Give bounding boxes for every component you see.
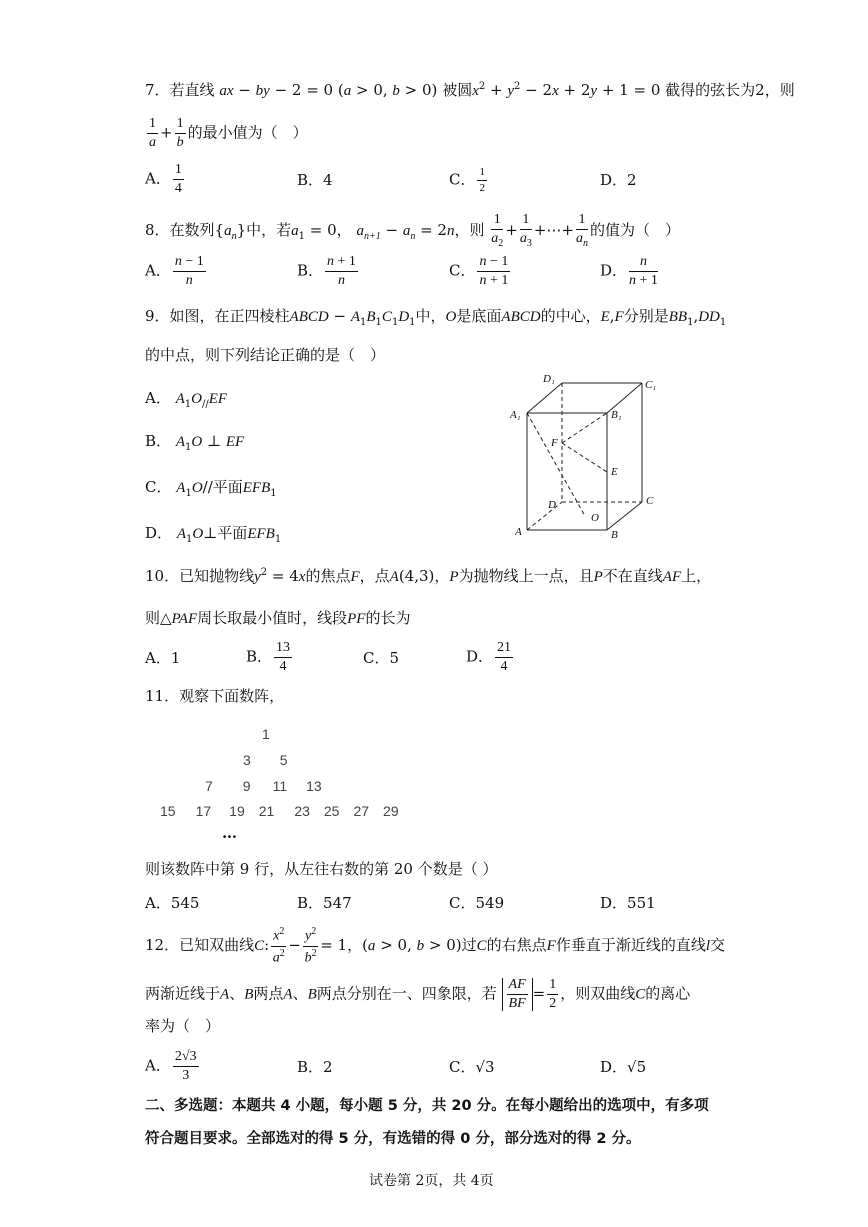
q11-option-b: B．547 xyxy=(297,894,352,912)
q7-number: 7． xyxy=(145,81,170,99)
q8-option-b: B． $\frac{n + 1}{n}$ xyxy=(297,254,356,288)
label-c1: C₁ xyxy=(645,379,657,391)
q7-option-d: D．2 xyxy=(600,171,637,189)
array-row-1: 1 xyxy=(262,726,270,742)
section2-heading-line1: 二、多选题：本题共 4 小题，每小题 5 分，共 20 分。在每小题给出的选项中，有多项 xyxy=(145,1098,709,1114)
label-d1: D₁ xyxy=(543,373,555,385)
array-row-3: 7 9 11 13 xyxy=(205,778,322,794)
array-row-4: 15 17 19 21 23 25 27 29 xyxy=(160,803,399,819)
q9-line2: 的中点，则下列结论正确的是（ ） xyxy=(145,346,386,364)
q12-option-d: D．√5 xyxy=(600,1058,647,1076)
q10-option-c: C．5 xyxy=(363,649,400,667)
q11-line1: 11．观察下面数阵， xyxy=(145,687,285,705)
label-c: C xyxy=(646,495,654,507)
label-f: F xyxy=(551,437,558,449)
q9-line1: 9．如图，在正四棱柱ABCD − $A_1B_1C_1D_1$中，O是底面ABCD的中心，E,F分别是$BB_1,DD_1$ xyxy=(145,307,727,328)
q9-option-a: A． $A_1O_{//}EF$ xyxy=(145,389,228,410)
q10-line2: 则△PAF周长取最小值时，线段PF的长为 xyxy=(145,609,411,627)
q11-option-a: A．545 xyxy=(145,894,200,912)
label-o: O xyxy=(591,512,599,524)
q10-option-b: B． $\frac{13}{4}$ xyxy=(246,640,291,674)
array-ellipsis: … xyxy=(222,824,237,842)
q12-option-a: A． $\frac{2√3}{3}$ xyxy=(145,1049,197,1083)
label-e: E xyxy=(611,466,618,478)
q8-option-d: D． $\frac{n}{n + 1}$ xyxy=(600,254,658,288)
q7-option-a: A． $\frac{1}{4}$ xyxy=(145,162,182,196)
q7-line2: $\frac{1}{a}$ + $\frac{1}{b}$ 的最小值为（ ） xyxy=(149,116,308,150)
q10-line1: 10．已知抛物线$y^2 = 4x$的焦点F，点A(4,3)，P为抛物线上一点，且P不在直线AF上， xyxy=(145,567,712,585)
q9-option-b: B． $A_1O$ ⊥ EF xyxy=(145,432,245,453)
prism-figure xyxy=(505,368,675,543)
q10-option-d: D． $\frac{21}{4}$ xyxy=(466,640,512,674)
label-b1: B₁ xyxy=(611,409,622,421)
q12-line1: 12．已知双曲线C: $\frac{x^2}{a^2}$ − $\frac{y^2}{b^2}$ = 1，(a > 0, b > 0)过C的右焦点F作垂直于渐近线的直线l交 xyxy=(145,926,726,966)
label-d: D xyxy=(548,499,556,511)
label-a1: A₁ xyxy=(510,409,521,421)
q12-option-c: C．√3 xyxy=(449,1058,495,1076)
q7-option-b: B．4 xyxy=(297,171,333,189)
q8-option-c: C． $\frac{n - 1}{n + 1}$ xyxy=(449,254,509,288)
q11-option-d: D．551 xyxy=(600,894,656,912)
q7-option-c: C． $\frac{1}{2}$ xyxy=(449,166,485,194)
q12-line2: 两渐近线于A、B两点A、B两点分别在一、四象限，若 $\frac{AF}{BF}$ = $\frac{1}{2}$ ，则双曲线C的离心 xyxy=(145,977,691,1011)
q7-line1: 7．若直线 ax − by − 2 = 0 (a > 0, b > 0) 被圆$x^2 + y^2 - 2x + 2y + 1 = 0$ 截得的弦长为2，则 xyxy=(145,81,795,99)
label-b: B xyxy=(611,529,618,541)
q9-option-c: C． $A_1O//$平面$EFB_1$ xyxy=(145,478,277,499)
label-a: A xyxy=(515,526,522,538)
q10-option-a: A．1 xyxy=(145,649,181,667)
q12-option-b: B．2 xyxy=(297,1058,333,1076)
array-row-2: 3 5 xyxy=(243,752,288,768)
q8-line1: 8．在数列$\{a_n\}$中，若$a_1 = 0$， $a_{n+1} - a_n = 2n$，则 $\frac{1}{a_2}$ + $\frac{1}{a_3}$ +⋯+ $\frac{1}{a_n}$ 的值为（ ） xyxy=(145,212,680,249)
section2-heading-line2: 符合题目要求。全部选对的得 5 分，有选错的得 0 分，部分选对的得 2 分。 xyxy=(145,1131,641,1147)
q8-option-a: A． $\frac{n - 1}{n}$ xyxy=(145,254,204,288)
q9-option-d: D． $A_1O\perp$平面$EFB_1$ xyxy=(145,524,282,545)
page-footer: 试卷第 2页，共 4页 xyxy=(369,1173,494,1189)
q11-option-c: C．549 xyxy=(449,894,505,912)
q11-line2: 则该数阵中第 9 行，从左往右数的第 20 个数是（ ） xyxy=(145,860,498,878)
q12-line3: 率为（ ） xyxy=(145,1017,221,1035)
